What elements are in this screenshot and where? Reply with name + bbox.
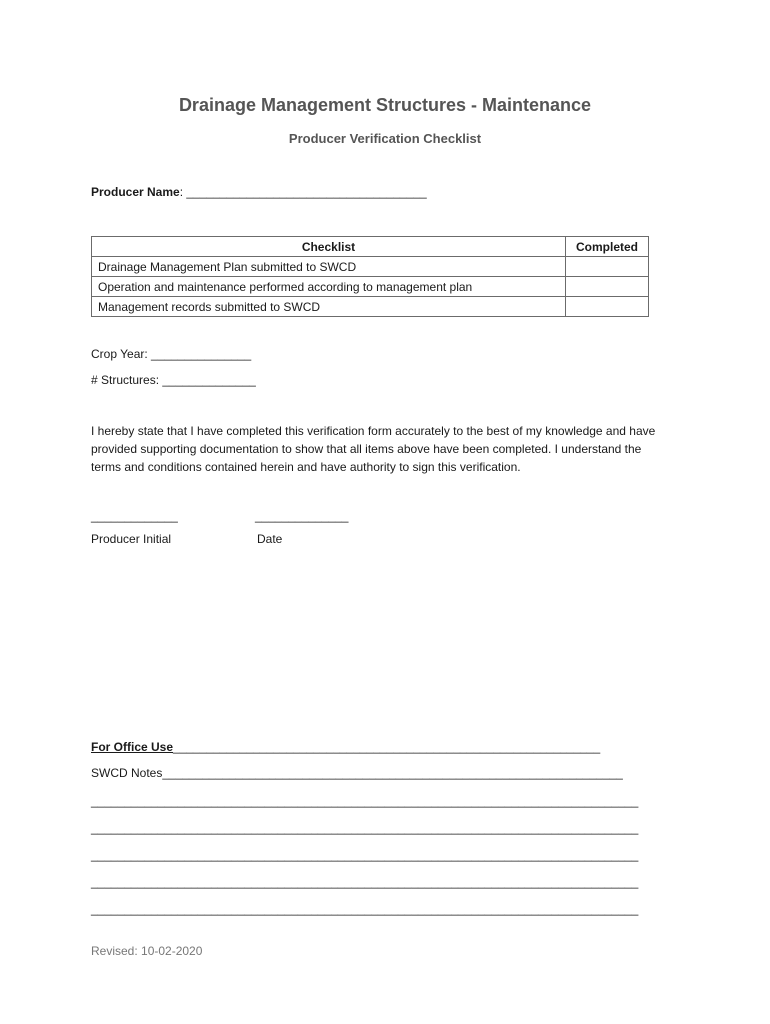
producer-name-label: Producer Name [91,185,180,199]
completed-cell[interactable] [566,277,649,297]
notes-line[interactable]: __________________________________________________________________________________ [91,902,639,916]
date-signature-line[interactable]: ______________ [255,509,349,523]
notes-line[interactable]: __________________________________________________________________________________ [91,794,639,808]
completed-header: Completed [566,237,649,257]
certification-statement: I hereby state that I have completed this verification form accurately to the best of my knowledge and have provided supporting documentation to show that all items above have been completed. I understand the terms and conditions contained herein and have authority to sign this verification. [91,424,656,474]
checklist-header: Checklist [92,237,566,257]
swcd-notes-blank[interactable]: _____________________________________________________________________ [162,766,623,780]
table-row [92,297,649,317]
date-label: Date [257,532,283,546]
office-use-label: For Office Use [91,740,174,754]
table-header-row [92,237,649,257]
completed-cell[interactable] [566,257,649,277]
producer-initial-label: Producer Initial [91,532,172,546]
document-title: Drainage Management Structures - Maintenance [178,95,592,115]
initial-signature-line[interactable]: _____________ [91,509,178,523]
producer-name-field[interactable] [91,185,427,199]
structures-field[interactable]: # Structures: ______________ [91,373,256,387]
document-subtitle: Producer Verification Checklist [288,131,482,146]
crop-year-field[interactable]: Crop Year: _______________ [91,347,252,361]
table-row [92,257,649,277]
completed-cell[interactable] [566,297,649,317]
notes-line[interactable]: __________________________________________________________________________________ [91,848,639,862]
revision-date: Revised: 10-02-2020 [91,944,203,958]
checklist-item: Drainage Management Plan submitted to SWCD [92,257,566,277]
table-row [92,277,649,297]
swcd-notes-label: SWCD Notes [91,766,163,780]
notes-line[interactable]: __________________________________________________________________________________ [91,875,639,889]
checklist-item: Management records submitted to SWCD [92,297,566,317]
producer-name-blank[interactable]: : ____________________________________ [179,185,427,199]
office-use-blank: ________________________________________________________________ [173,740,601,754]
checklist-item: Operation and maintenance performed according to management plan [92,277,566,297]
swcd-notes-field[interactable] [91,766,623,780]
office-use-section [91,740,600,754]
checklist-table [91,236,649,317]
notes-line[interactable]: __________________________________________________________________________________ [91,821,639,835]
